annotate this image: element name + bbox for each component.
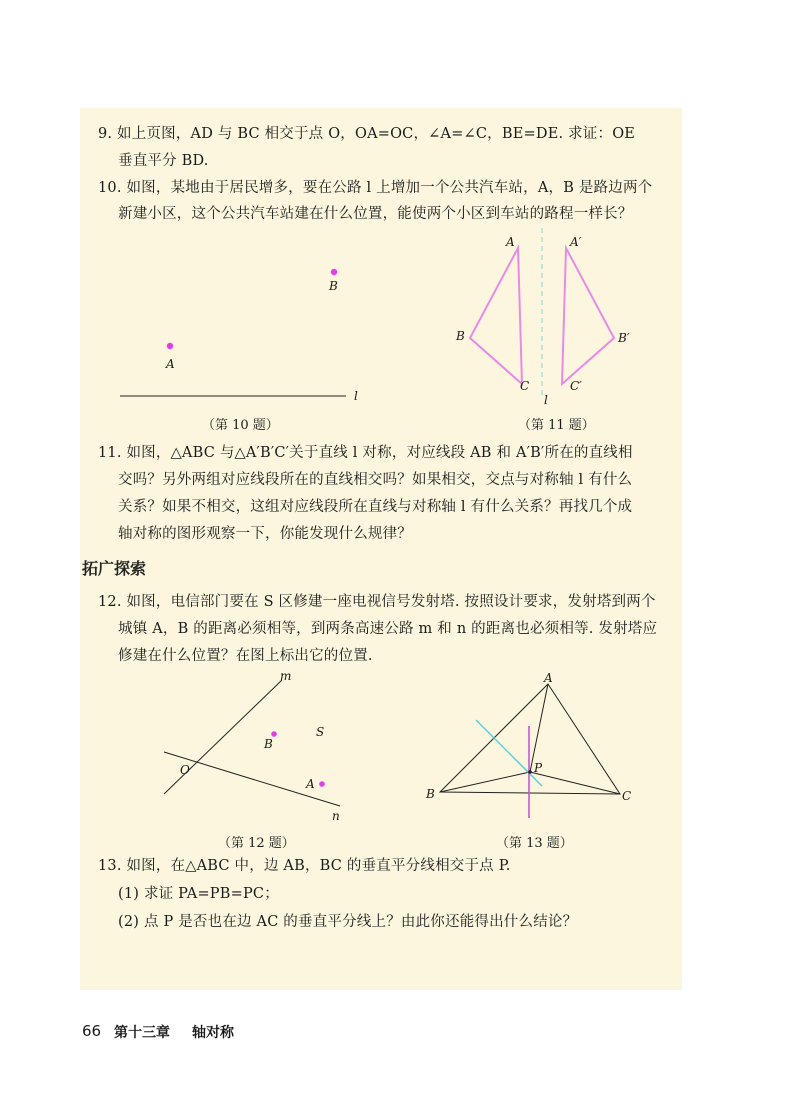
figure-12-caption: （第 12 题） <box>218 836 295 851</box>
segment-pa <box>530 684 548 772</box>
segment-pb <box>440 772 530 792</box>
label-b: B <box>426 787 435 801</box>
town-b-dot <box>271 731 277 737</box>
problem-13-part-2: (2) 点 P 是否也在边 AC 的垂直平分线上？由此你还能得出什么结论？ <box>118 914 578 930</box>
label-a: A <box>506 235 515 249</box>
label-c: C <box>520 379 530 393</box>
point-b-dot <box>331 269 337 275</box>
page-number: 66 <box>82 1022 102 1040</box>
problem-12-line-2: 城镇 A，B 的距离必须相等，到两条高速公路 m 和 n 的距离也必须相等. 发射塔应 <box>118 621 658 637</box>
label-m: m <box>280 669 292 683</box>
figure-13-caption: （第 13 题） <box>496 836 573 851</box>
label-p: P <box>534 761 543 775</box>
figure-11-caption: （第 11 题） <box>518 418 595 433</box>
label-n: n <box>332 809 340 823</box>
chapter-title: 轴对称 <box>192 1025 234 1041</box>
label-s: S <box>316 725 325 739</box>
segment-pc <box>530 772 620 794</box>
figure-11 <box>452 228 642 408</box>
label-l: l <box>544 393 548 407</box>
figure-10-caption: （第 10 题） <box>202 418 279 433</box>
problem-10-line-1: 10. 如图，某地由于居民增多，要在公路 l 上增加一个公共汽车站，A，B 是路边两个 <box>98 180 653 196</box>
chapter-label: 第十三章 <box>114 1025 170 1041</box>
label-a: A <box>306 777 315 791</box>
label-a: A <box>166 357 175 371</box>
point-p-dot <box>528 770 532 774</box>
label-a-prime: A′ <box>570 235 582 249</box>
problem-11-line-4: 轴对称的图形观察一下，你能发现什么规律？ <box>118 526 412 542</box>
triangle-abc <box>440 684 620 794</box>
triangle-a2b2c2 <box>562 248 614 384</box>
figure-12 <box>160 668 360 828</box>
town-a-dot <box>319 781 325 787</box>
label-c-prime: C′ <box>570 379 582 393</box>
problem-9-line-1: 9. 如上页图，AD 与 BC 相交于点 O，OA=OC，∠A=∠C，BE=DE. 求证：OE <box>98 126 636 142</box>
label-a: A <box>544 671 553 685</box>
problem-13-part-1: (1) 求证 PA=PB=PC； <box>118 886 279 902</box>
problem-11-line-3: 关系？如果不相交，这组对应线段所在直线与对称轴 l 有什么关系？再找几个成 <box>118 499 633 515</box>
figure-10 <box>110 250 380 410</box>
label-b: B <box>264 737 273 751</box>
problem-13-line-1: 13. 如图，在△ABC 中，边 AB，BC 的垂直平分线相交于点 P. <box>98 858 511 874</box>
figure-13 <box>420 668 640 828</box>
problem-9-line-2: 垂直平分 BD. <box>118 153 209 169</box>
label-b: B <box>329 279 338 293</box>
label-b-prime: B′ <box>618 331 630 345</box>
label-b: B <box>456 329 465 343</box>
label-o: O <box>180 763 190 777</box>
section-heading: 拓广探索 <box>82 559 147 578</box>
problem-12-line-1: 12. 如图，电信部门要在 S 区修建一座电视信号发射塔. 按照设计要求，发射塔到两个 <box>98 594 656 610</box>
point-a-dot <box>167 343 173 349</box>
problem-11-line-2: 交吗？另外两组对应线段所在的直线相交吗？如果相交，交点与对称轴 l 有什么 <box>118 472 633 488</box>
triangle-abc <box>470 248 522 384</box>
perpendicular-bisector-ab <box>476 720 542 786</box>
problem-10-line-2: 新建小区，这个公共汽车站建在什么位置，能使两个小区到车站的路程一样长？ <box>118 206 633 222</box>
label-c: C <box>622 789 632 803</box>
label-l: l <box>354 389 358 403</box>
problem-12-line-3: 修建在什么位置？在图上标出它的位置. <box>118 648 373 664</box>
problem-11-line-1: 11. 如图，△ABC 与△A′B′C′关于直线 l 对称，对应线段 AB 和 A′B′所在的直线相 <box>98 445 633 461</box>
